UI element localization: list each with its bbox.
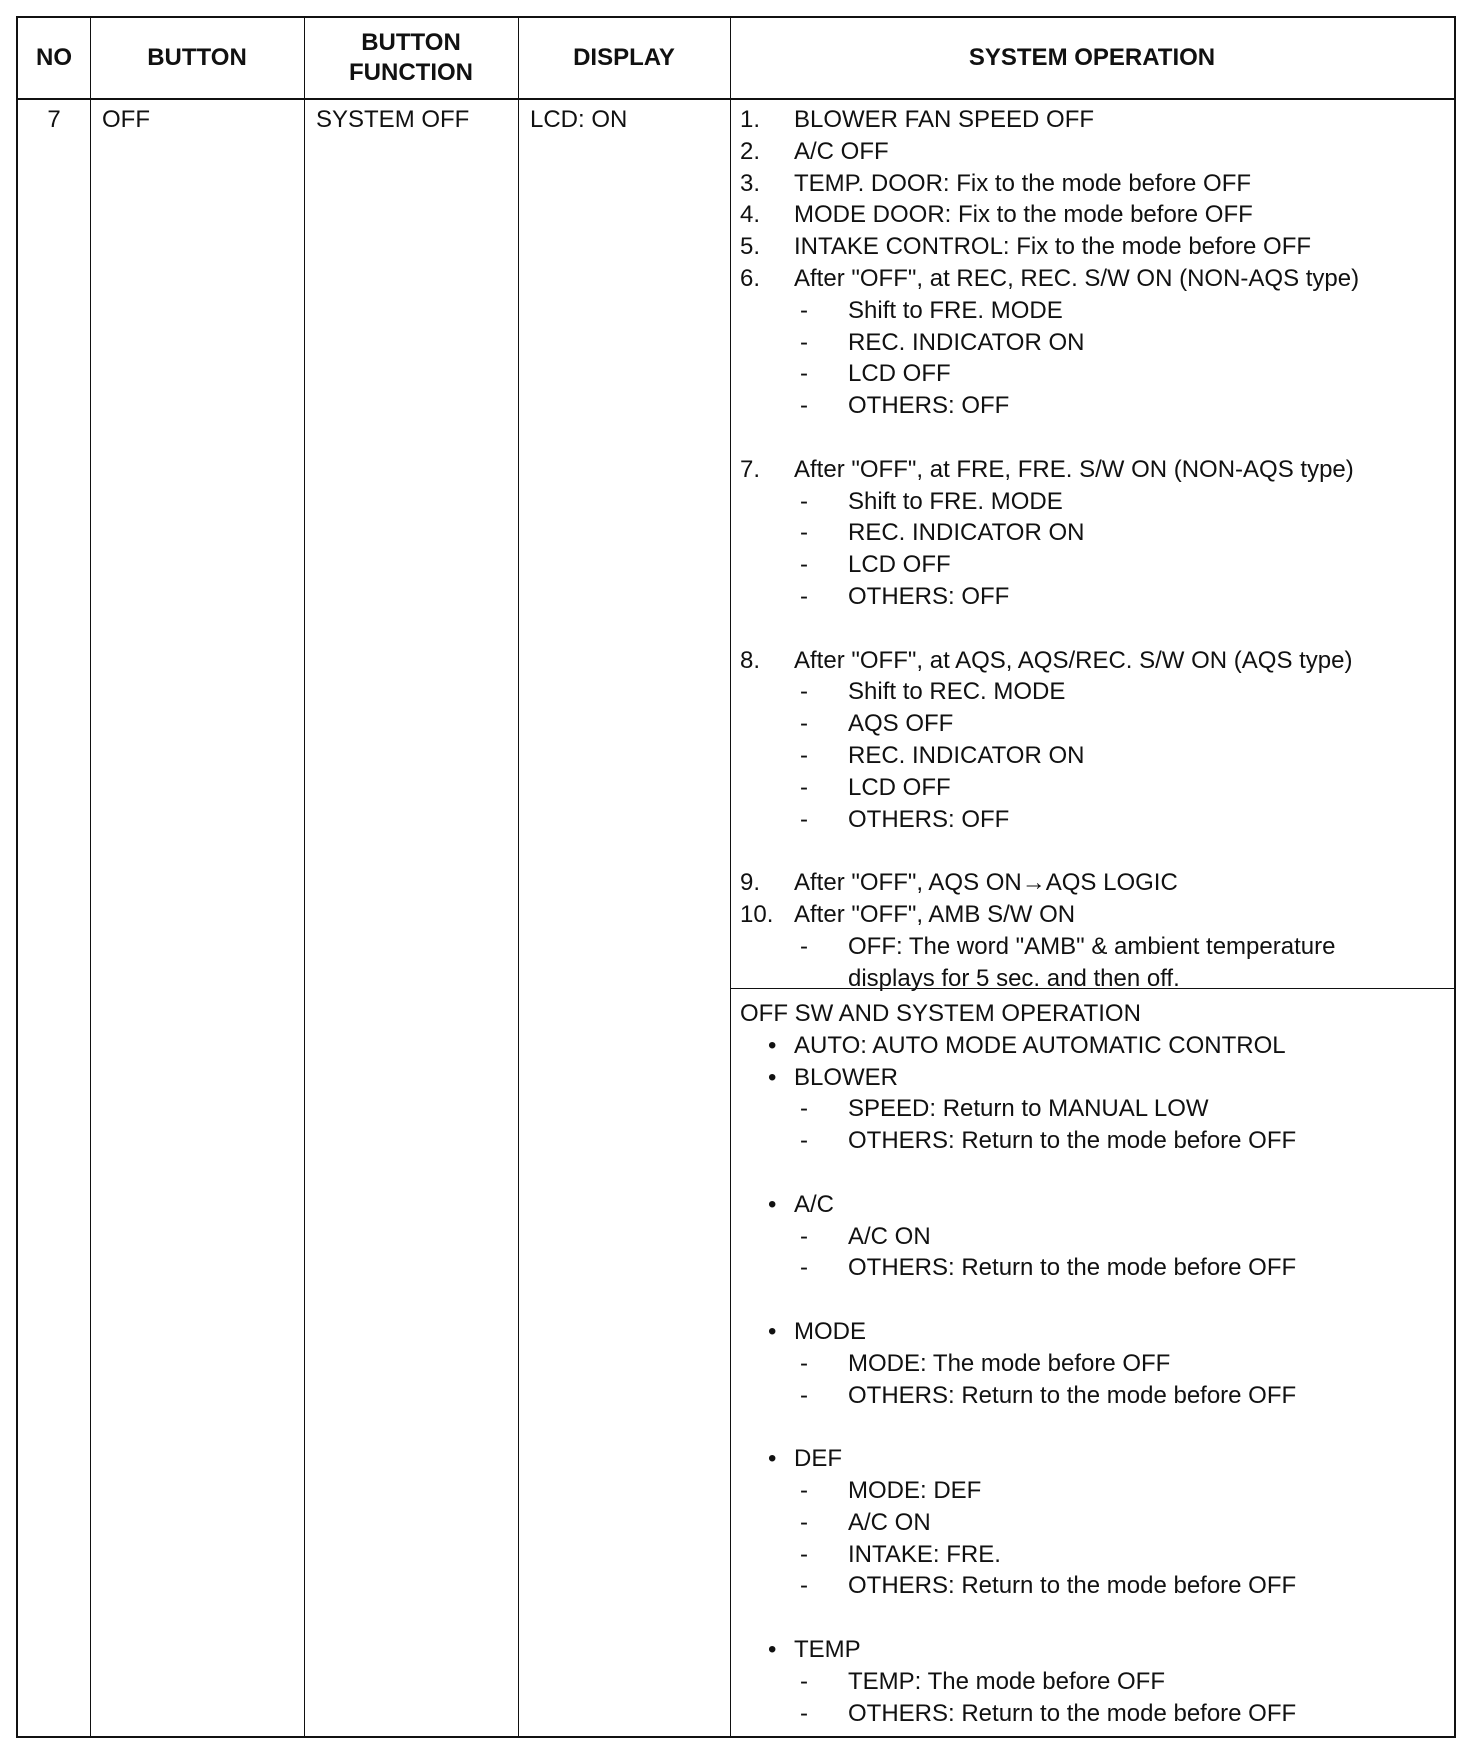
operation-subitem-text: Shift to REC. MODE <box>848 678 1066 706</box>
operation-item <box>740 136 1450 168</box>
off-sw-bullet-text: AUTO: AUTO MODE AUTOMATIC CONTROL <box>794 1031 1286 1059</box>
off-sw-bullet-text: BLOWER <box>794 1063 899 1091</box>
operation-item <box>740 199 1450 231</box>
operation-subitem <box>740 740 1450 772</box>
header-button: BUTTON <box>147 44 247 71</box>
operation-item <box>740 263 1450 295</box>
operation-item <box>740 231 1450 263</box>
off-sw-bullet <box>740 1030 1450 1062</box>
bullet-marker: • <box>768 1063 777 1091</box>
operation-subitem-text: LCD OFF <box>848 551 951 579</box>
dash-marker: - <box>800 710 808 738</box>
spacer <box>740 613 1450 645</box>
dash-marker: - <box>800 932 808 960</box>
operation-subitem-text: LCD OFF <box>848 360 951 388</box>
operation-item <box>740 899 1450 931</box>
operation-number: 7. <box>740 455 761 483</box>
dash-marker: - <box>800 1476 808 1504</box>
operation-subitem <box>740 549 1450 581</box>
off-sw-subitem-text: OTHERS: Return to the mode before OFF <box>848 1699 1297 1727</box>
operation-number: 10. <box>740 900 774 928</box>
operation-subitem-text: REC. INDICATOR ON <box>848 741 1085 769</box>
spacer <box>740 1157 1450 1189</box>
off-sw-subitem-text: MODE: The mode before OFF <box>848 1349 1171 1377</box>
off-sw-subitem <box>740 1380 1450 1412</box>
operation-text: TEMP. DOOR: Fix to the mode before OFF <box>794 169 1252 197</box>
operation-subitem <box>740 327 1450 359</box>
operation-text: BLOWER FAN SPEED OFF <box>794 106 1095 133</box>
spacer <box>740 835 1450 867</box>
operation-item <box>740 104 1450 136</box>
row-no: 7 <box>47 106 61 133</box>
dash-marker: - <box>800 392 808 420</box>
dash-marker: - <box>800 1349 808 1377</box>
operation-list <box>740 104 1450 994</box>
operation-number: 2. <box>740 137 761 165</box>
operation-text: MODE DOOR: Fix to the mode before OFF <box>794 201 1253 229</box>
dash-marker: - <box>800 519 808 547</box>
off-sw-subitem-text: INTAKE: FRE. <box>848 1540 1001 1568</box>
operation-number: 6. <box>740 264 761 292</box>
off-sw-subitem <box>740 1125 1450 1157</box>
operation-subitem <box>740 708 1450 740</box>
operation-subitem-text: OTHERS: OFF <box>848 392 1010 420</box>
off-sw-bullet-text: DEF <box>794 1445 842 1473</box>
operation-text: After "OFF", at REC, REC. S/W ON (NON-AQS type) <box>794 264 1360 292</box>
off-sw-bullet <box>740 1443 1450 1475</box>
off-sw-bullet <box>740 1316 1450 1348</box>
operation-subitem-text: LCD OFF <box>848 773 951 801</box>
operation-subitem-text: OTHERS: OFF <box>848 805 1010 833</box>
header-system-operation: SYSTEM OPERATION <box>968 44 1216 71</box>
header-divider <box>18 98 1454 100</box>
bullet-marker: • <box>768 1635 777 1663</box>
off-sw-subitem-text: MODE: DEF <box>848 1476 982 1504</box>
off-sw-bullet-text: MODE <box>794 1317 866 1345</box>
dash-marker: - <box>800 487 808 515</box>
operation-text: After "OFF", at AQS, AQS/REC. S/W ON (AQS type) <box>794 646 1353 674</box>
off-sw-subitem <box>740 1221 1450 1253</box>
dash-marker: - <box>800 328 808 356</box>
row-button-function: SYSTEM OFF <box>316 106 470 133</box>
off-sw-subitem <box>740 1507 1450 1539</box>
off-sw-subitem-text: OTHERS: Return to the mode before OFF <box>848 1127 1297 1155</box>
operation-subitem-text: Shift to FRE. MODE <box>848 487 1063 515</box>
bullet-marker: • <box>768 1317 777 1345</box>
operation-subitem-text: REC. INDICATOR ON <box>848 519 1085 547</box>
operation-subitem <box>740 517 1450 549</box>
off-sw-subitem <box>740 1666 1450 1698</box>
dash-marker: - <box>800 1572 808 1600</box>
off-sw-bullet <box>740 1189 1450 1221</box>
operation-number: 3. <box>740 169 761 197</box>
dash-marker: - <box>800 805 808 833</box>
dash-marker: - <box>800 1095 808 1123</box>
operation-subitem <box>740 772 1450 804</box>
dash-marker: - <box>800 741 808 769</box>
operation-subitem <box>740 963 1450 995</box>
dash-marker: - <box>800 1667 808 1695</box>
off-sw-bullet-text: TEMP <box>794 1635 861 1663</box>
bullet-marker: • <box>768 1445 777 1473</box>
off-sw-subitem-text: A/C ON <box>848 1222 931 1250</box>
header-button-function-line2: FUNCTION <box>349 59 473 86</box>
operation-subitem <box>740 486 1450 518</box>
operation-number: 8. <box>740 646 761 674</box>
header-button-function <box>304 18 518 98</box>
bullet-marker: • <box>768 1190 777 1218</box>
operation-subitem <box>740 931 1450 963</box>
operation-item <box>740 645 1450 677</box>
off-sw-bullet <box>740 1634 1450 1666</box>
header-display: DISPLAY <box>573 44 675 71</box>
off-sw-subitem-text: TEMP: The mode before OFF <box>848 1667 1166 1695</box>
off-sw-bullet <box>740 1062 1450 1094</box>
operation-item <box>740 168 1450 200</box>
off-sw-subitem-text: OTHERS: Return to the mode before OFF <box>848 1254 1297 1282</box>
dash-marker: - <box>800 1540 808 1568</box>
off-sw-subitem-text: OTHERS: Return to the mode before OFF <box>848 1572 1297 1600</box>
bullet-marker: • <box>768 1031 777 1059</box>
off-sw-subitem <box>740 1698 1450 1730</box>
dash-marker: - <box>800 1699 808 1727</box>
off-sw-subitem-text: SPEED: Return to MANUAL LOW <box>848 1095 1209 1123</box>
operation-text: After "OFF", AMB S/W ON <box>794 900 1076 928</box>
operation-number: 9. <box>740 869 761 897</box>
column-divider <box>518 18 519 1736</box>
operation-subitem-text: displays for 5 sec. and then off. <box>848 964 1180 992</box>
operation-text: After "OFF", at FRE, FRE. S/W ON (NON-AQS type) <box>794 455 1354 483</box>
off-sw-subitem <box>740 1570 1450 1602</box>
operation-number: 1. <box>740 106 761 133</box>
spacer <box>740 1602 1450 1634</box>
dash-marker: - <box>800 1127 808 1155</box>
dash-marker: - <box>800 1222 808 1250</box>
operation-item <box>740 867 1450 899</box>
operation-subitem <box>740 581 1450 613</box>
off-sw-subitem-text: OTHERS: Return to the mode before OFF <box>848 1381 1297 1409</box>
dash-marker: - <box>800 296 808 324</box>
operation-subitem <box>740 676 1450 708</box>
dash-marker: - <box>800 678 808 706</box>
row-display: LCD: ON <box>530 106 628 133</box>
operation-text: After "OFF", AQS ON→AQS LOGIC <box>794 869 1178 897</box>
operation-subitem-text: Shift to FRE. MODE <box>848 296 1063 324</box>
operation-number: 5. <box>740 233 761 261</box>
off-sw-section <box>740 998 1450 1729</box>
operation-number: 4. <box>740 201 761 229</box>
header-button-function-line1: BUTTON <box>361 29 461 56</box>
spacer <box>740 1284 1450 1316</box>
operation-subitem <box>740 390 1450 422</box>
off-sw-bullet-text: A/C <box>794 1190 835 1218</box>
off-sw-subitem <box>740 1539 1450 1571</box>
operation-subitem-text: AQS OFF <box>848 710 954 738</box>
dash-marker: - <box>800 1254 808 1282</box>
dash-marker: - <box>800 1508 808 1536</box>
column-divider <box>730 18 731 1736</box>
header-no: NO <box>36 44 72 71</box>
operation-subitem-text: OTHERS: OFF <box>848 582 1010 610</box>
dash-marker: - <box>800 360 808 388</box>
column-divider <box>90 18 91 1736</box>
operation-text: INTAKE CONTROL: Fix to the mode before OFF <box>794 233 1312 261</box>
off-sw-title: OFF SW AND SYSTEM OPERATION <box>740 1000 1141 1027</box>
dash-marker: - <box>800 582 808 610</box>
spacer <box>740 1411 1450 1443</box>
operation-text: A/C OFF <box>794 137 889 165</box>
off-sw-subitem <box>740 1252 1450 1284</box>
operation-item <box>740 454 1450 486</box>
dash-marker: - <box>800 773 808 801</box>
operation-subitem <box>740 358 1450 390</box>
spacer <box>740 422 1450 454</box>
off-sw-subitem <box>740 1348 1450 1380</box>
operation-table <box>16 16 1456 1738</box>
operation-subitem <box>740 295 1450 327</box>
dash-marker: - <box>800 551 808 579</box>
row-button: OFF <box>102 106 150 133</box>
operation-subitem-text: OFF: The word "AMB" & ambient temperature <box>848 932 1336 960</box>
operation-subitem-text: REC. INDICATOR ON <box>848 328 1085 356</box>
off-sw-subitem <box>740 1475 1450 1507</box>
off-sw-subitem-text: A/C ON <box>848 1508 931 1536</box>
off-sw-subitem <box>740 1093 1450 1125</box>
column-divider <box>304 18 305 1736</box>
operation-subitem <box>740 804 1450 836</box>
dash-marker: - <box>800 1381 808 1409</box>
